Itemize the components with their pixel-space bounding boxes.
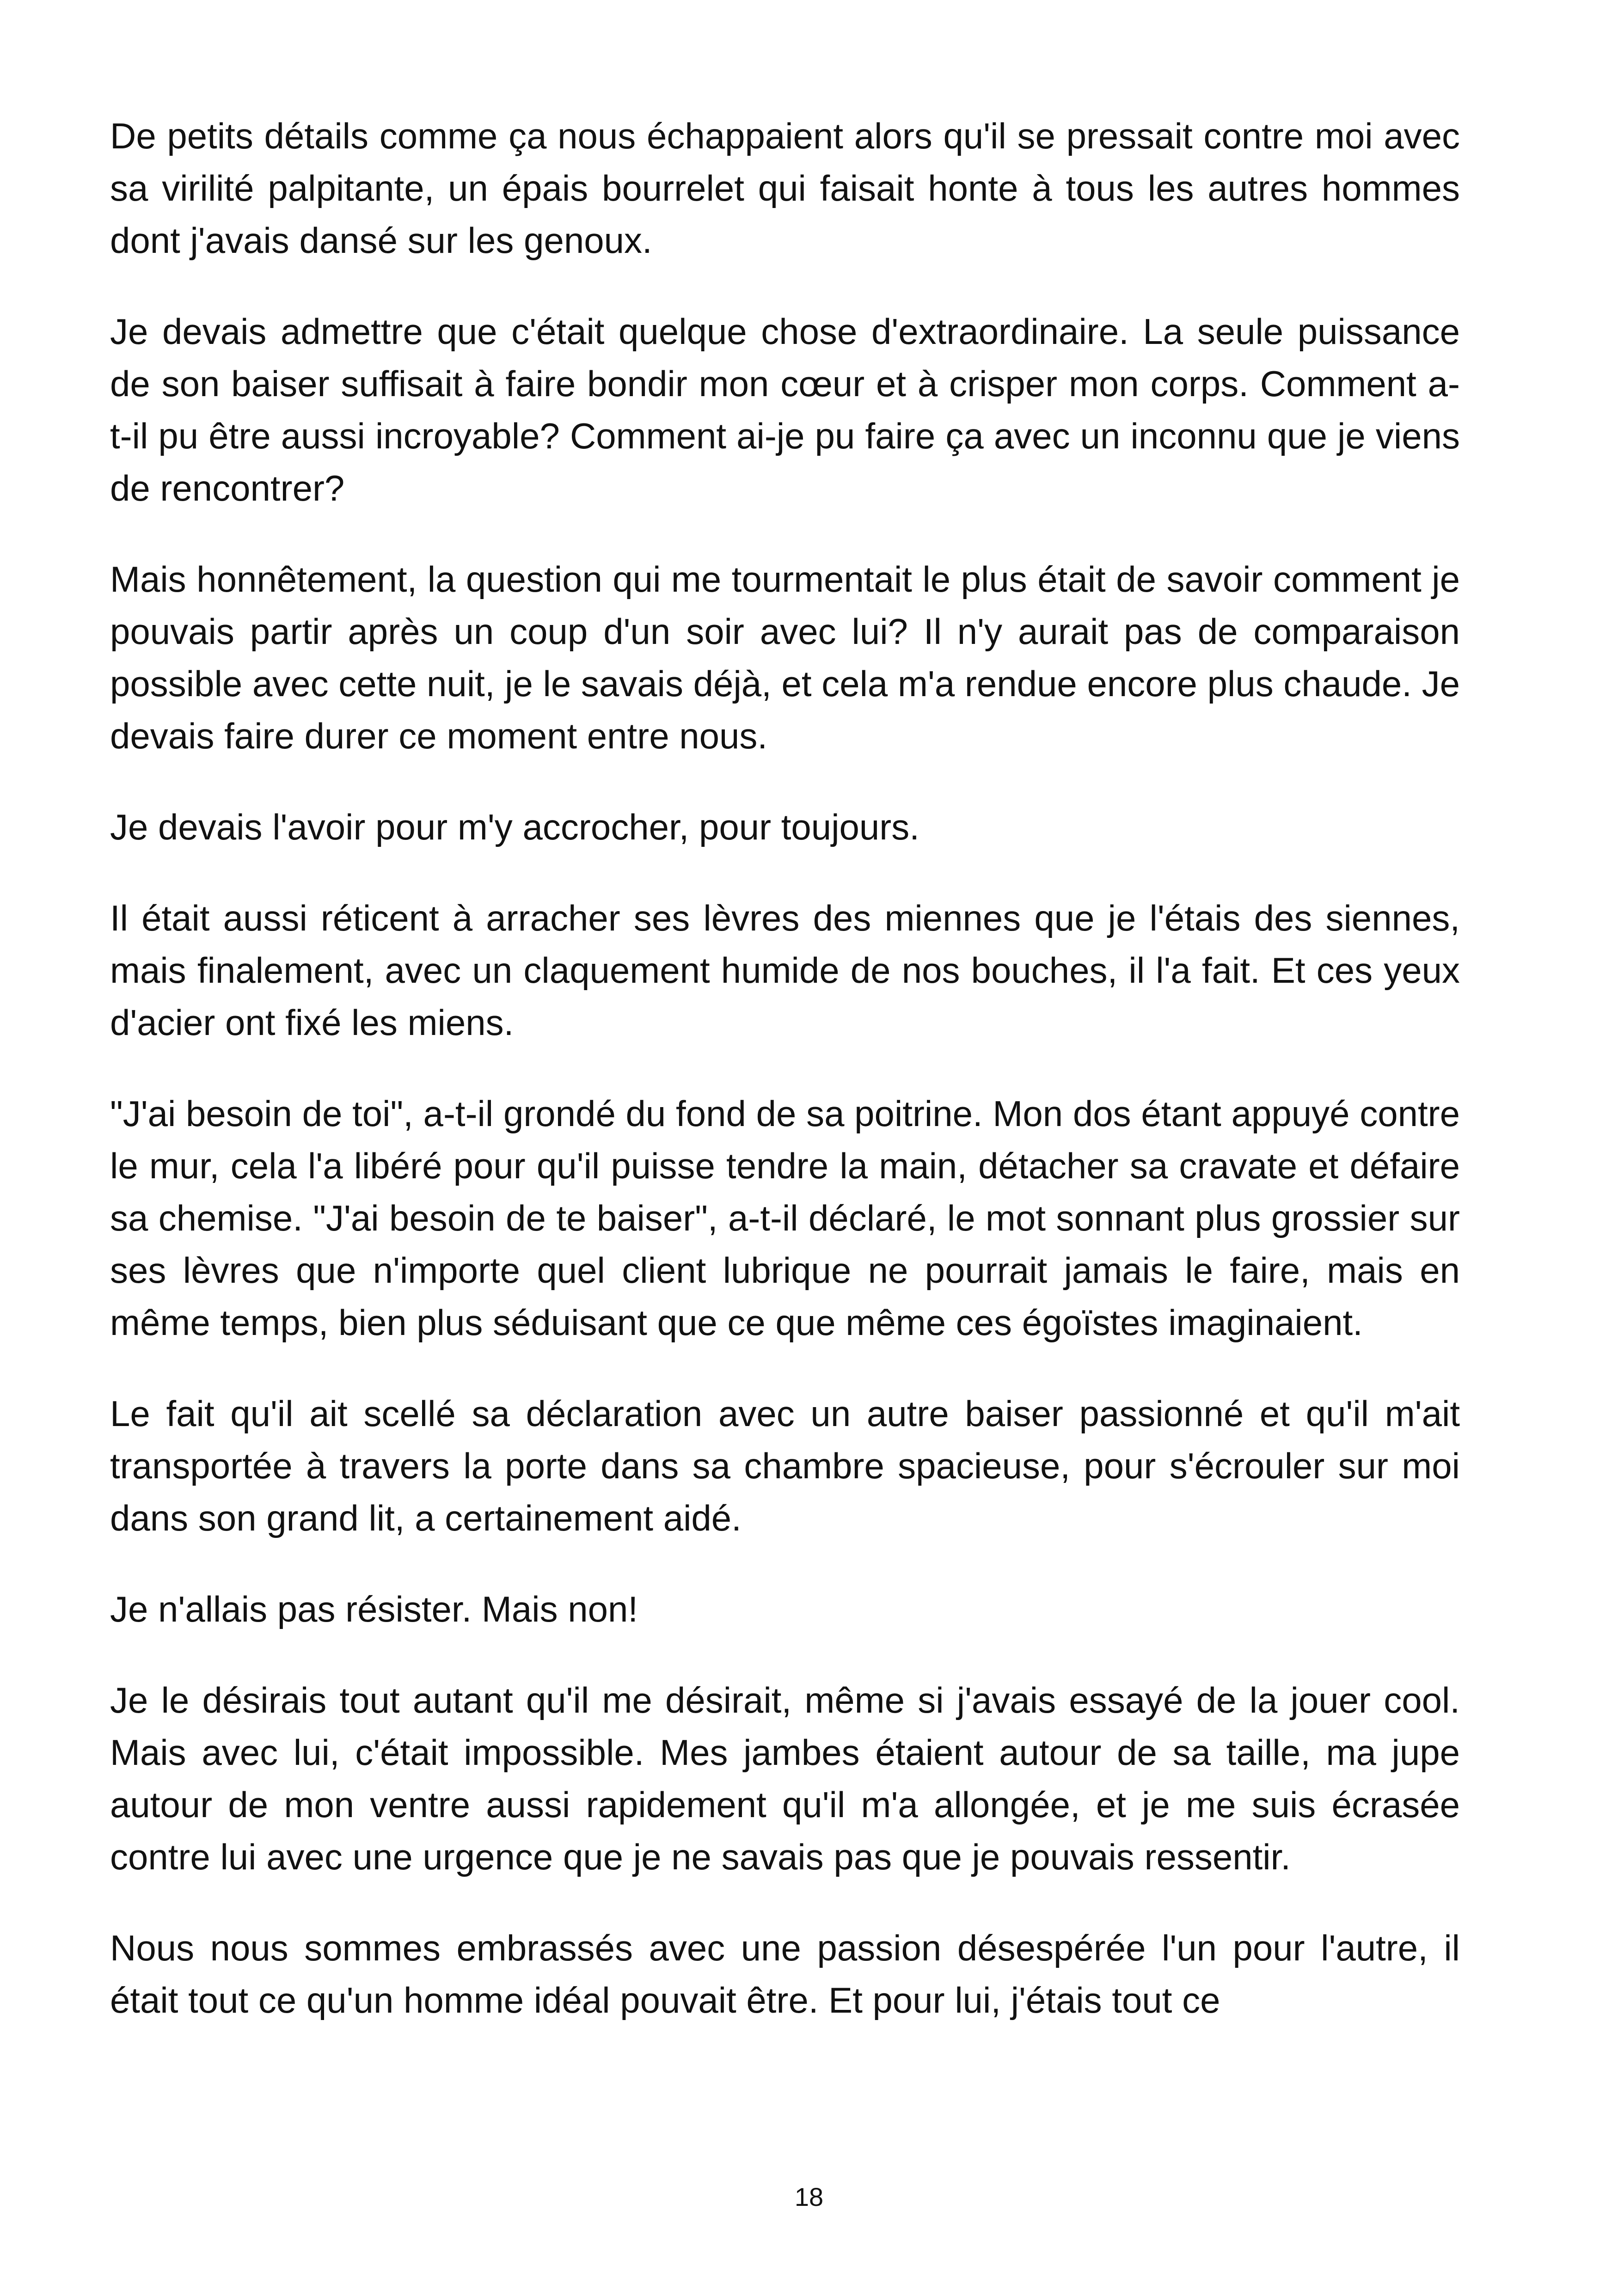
paragraph-9: Je le désirais tout autant qu'il me désirait, même si j'avais essayé de la jouer cool. Mais avec lui, c'était impossible. Mes jambes étaient autour de sa taille, ma jupe autour de mon ventre aussi rapidement qu'il m'a allongée, et je me suis écrasée contre lui avec une urgence que je ne savais pas que je pouvais ressentir. xyxy=(110,1680,1460,1877)
paragraph-8: Je n'allais pas résister. Mais non! xyxy=(110,1589,638,1629)
page-number: 18 xyxy=(794,2182,824,2211)
body-text xyxy=(110,110,1460,2027)
paragraph-2: Je devais admettre que c'était quelque chose d'extraordinaire. La seule puissance de son baiser suffisait à faire bondir mon cœur et à crisper mon corps. Comment a-t-il pu être aussi incroyable? Comment ai-je pu faire ça avec un inconnu que je viens de rencontrer? xyxy=(110,311,1460,508)
paragraph-4: Je devais l'avoir pour m'y accrocher, pour toujours. xyxy=(110,807,919,847)
paragraph-5: Il était aussi réticent à arracher ses lèvres des miennes que je l'étais des siennes, mais finalement, avec un claquement humide de nos bouches, il l'a fait. Et ces yeux d'acier ont fixé les miens. xyxy=(110,898,1460,1043)
paragraph-1: De petits détails comme ça nous échappaient alors qu'il se pressait contre moi avec sa virilité palpitante, un épais bourrelet qui faisait honte à tous les autres hommes dont j'avais dansé sur les genoux. xyxy=(110,116,1460,261)
paragraph-6: "J'ai besoin de toi", a-t-il grondé du fond de sa poitrine. Mon dos étant appuyé contre le mur, cela l'a libéré pour qu'il puisse tendre la main, détacher sa cravate et défaire sa chemise. "J'ai besoin de te baiser", a-t-il déclaré, le mot sonnant plus grossier sur ses lèvres que n'importe quel client lubrique ne pourrait jamais le faire, mais en même temps, bien plus séduisant que ce que même ces égoïstes imaginaient. xyxy=(110,1093,1460,1343)
paragraph-3: Mais honnêtement, la question qui me tourmentait le plus était de savoir comment je pouvais partir après un coup d'un soir avec lui? Il n'y aurait pas de comparaison possible avec cette nuit, je le savais déjà, et cela m'a rendue encore plus chaude. Je devais faire durer ce moment entre nous. xyxy=(110,559,1460,756)
paragraph-7: Le fait qu'il ait scellé sa déclaration avec un autre baiser passionné et qu'il m'ait transportée à travers la porte dans sa chambre spacieuse, pour s'écrouler sur moi dans son grand lit, a certainement aidé. xyxy=(110,1393,1460,1538)
paragraph-10: Nous nous sommes embrassés avec une passion désespérée l'un pour l'autre, il était tout ce qu'un homme idéal pouvait être. Et pour lui, j'étais tout ce xyxy=(110,1928,1460,2020)
